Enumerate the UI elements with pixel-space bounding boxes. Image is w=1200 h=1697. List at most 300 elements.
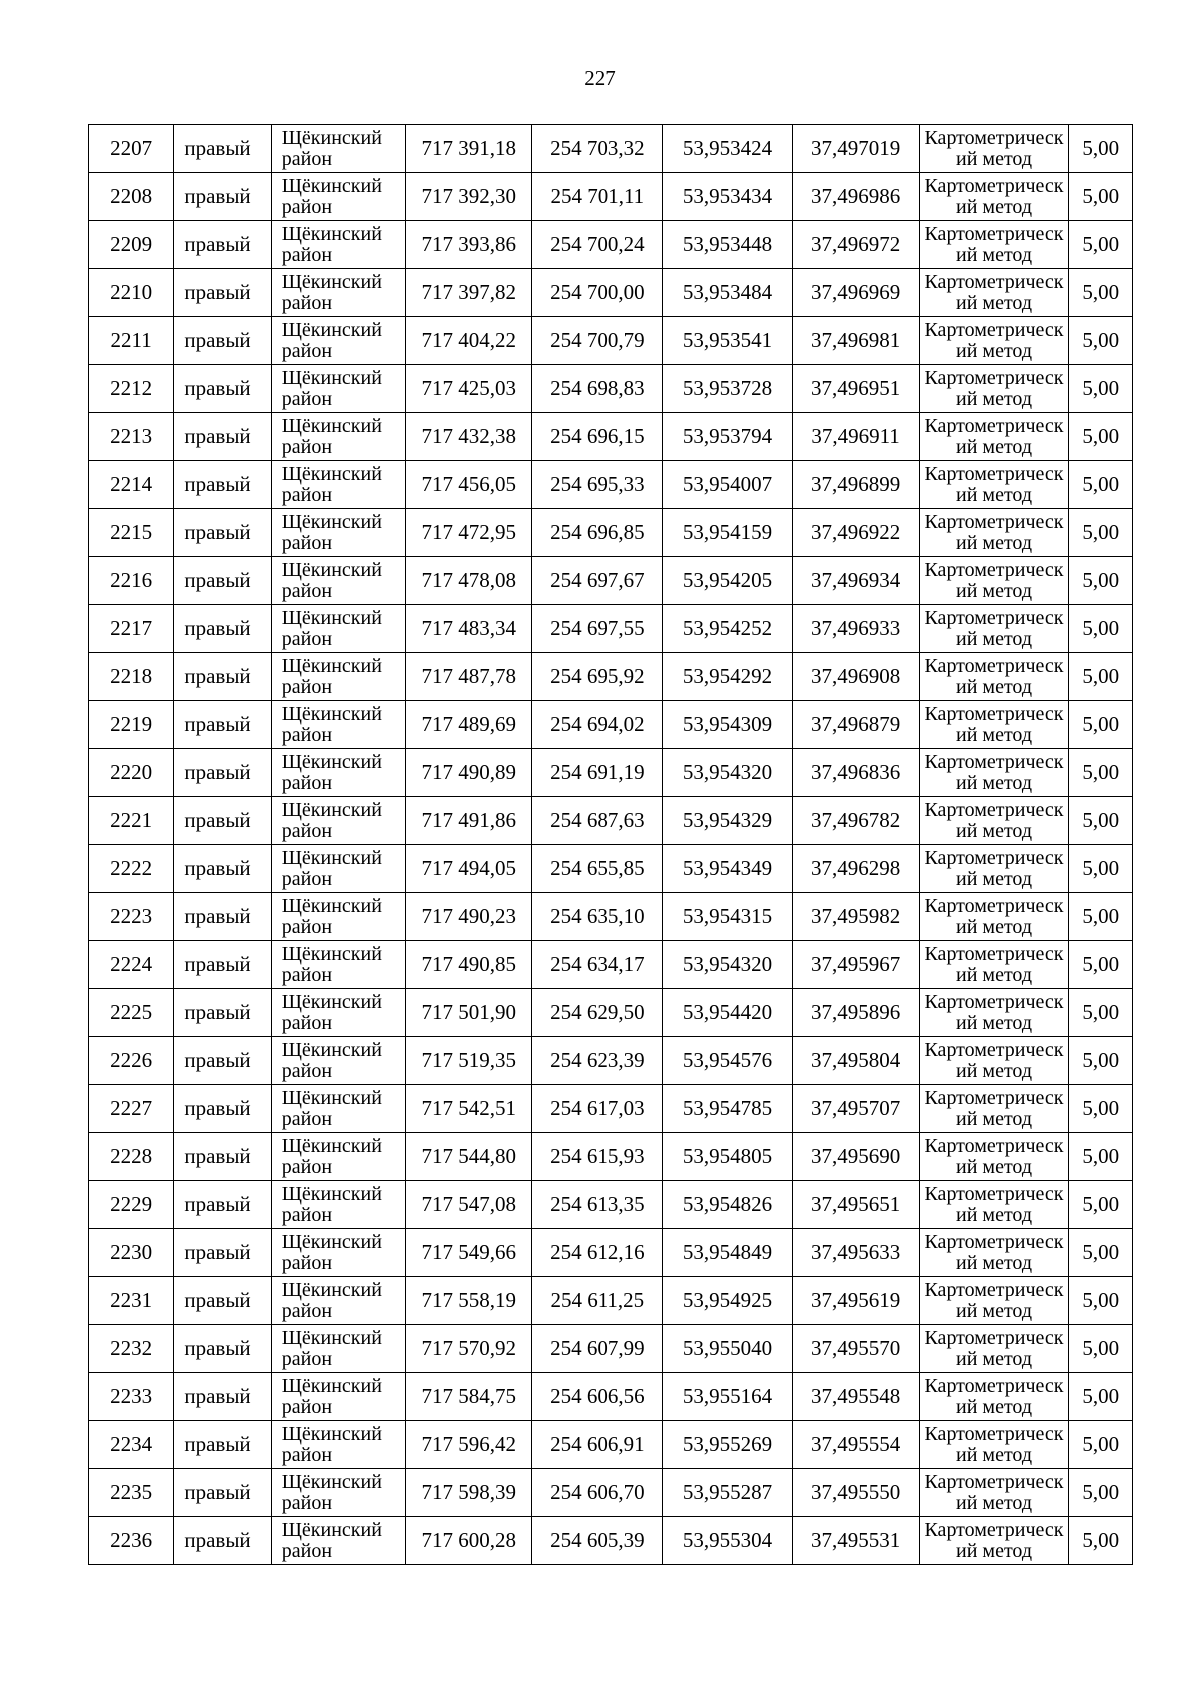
table-row	[89, 1181, 1133, 1229]
accuracy-cell: 5,00	[1069, 413, 1133, 461]
bank-side-cell: правый	[174, 1133, 271, 1181]
y-coordinate-cell: 254 700,00	[532, 269, 663, 317]
x-coordinate-cell: 717 489,69	[406, 701, 532, 749]
bank-side-cell: правый	[174, 1325, 271, 1373]
latitude-cell: 53,954349	[663, 845, 792, 893]
point-number-cell: 2225	[89, 989, 174, 1037]
district-cell: Щёкинский район	[271, 701, 406, 749]
x-coordinate-cell: 717 494,05	[406, 845, 532, 893]
latitude-cell: 53,953434	[663, 173, 792, 221]
point-number-cell: 2236	[89, 1517, 174, 1565]
x-coordinate-cell: 717 483,34	[406, 605, 532, 653]
x-coordinate-cell: 717 549,66	[406, 1229, 532, 1277]
latitude-cell: 53,954315	[663, 893, 792, 941]
method-cell: Картометрическ ий метод	[919, 653, 1069, 701]
x-coordinate-cell: 717 570,92	[406, 1325, 532, 1373]
method-cell: Картометрическ ий метод	[919, 269, 1069, 317]
y-coordinate-cell: 254 694,02	[532, 701, 663, 749]
accuracy-cell: 5,00	[1069, 1037, 1133, 1085]
bank-side-cell: правый	[174, 221, 271, 269]
table-row	[89, 605, 1133, 653]
bank-side-cell: правый	[174, 653, 271, 701]
district-cell: Щёкинский район	[271, 1421, 406, 1469]
y-coordinate-cell: 254 606,70	[532, 1469, 663, 1517]
y-coordinate-cell: 254 696,15	[532, 413, 663, 461]
x-coordinate-cell: 717 542,51	[406, 1085, 532, 1133]
latitude-cell: 53,955164	[663, 1373, 792, 1421]
accuracy-cell: 5,00	[1069, 557, 1133, 605]
latitude-cell: 53,953484	[663, 269, 792, 317]
latitude-cell: 53,954252	[663, 605, 792, 653]
point-number-cell: 2212	[89, 365, 174, 413]
district-cell: Щёкинский район	[271, 509, 406, 557]
district-cell: Щёкинский район	[271, 461, 406, 509]
table-row	[89, 1469, 1133, 1517]
district-cell: Щёкинский район	[271, 269, 406, 317]
method-cell: Картометрическ ий метод	[919, 605, 1069, 653]
table-row	[89, 1085, 1133, 1133]
longitude-cell: 37,496836	[792, 749, 919, 797]
longitude-cell: 37,495804	[792, 1037, 919, 1085]
bank-side-cell: правый	[174, 797, 271, 845]
district-cell: Щёкинский район	[271, 125, 406, 173]
longitude-cell: 37,495690	[792, 1133, 919, 1181]
method-cell: Картометрическ ий метод	[919, 1133, 1069, 1181]
district-cell: Щёкинский район	[271, 1085, 406, 1133]
y-coordinate-cell: 254 629,50	[532, 989, 663, 1037]
longitude-cell: 37,495570	[792, 1325, 919, 1373]
latitude-cell: 53,954292	[663, 653, 792, 701]
bank-side-cell: правый	[174, 317, 271, 365]
table-row	[89, 653, 1133, 701]
y-coordinate-cell: 254 701,11	[532, 173, 663, 221]
x-coordinate-cell: 717 600,28	[406, 1517, 532, 1565]
x-coordinate-cell: 717 558,19	[406, 1277, 532, 1325]
table-row	[89, 269, 1133, 317]
district-cell: Щёкинский район	[271, 1181, 406, 1229]
latitude-cell: 53,954309	[663, 701, 792, 749]
accuracy-cell: 5,00	[1069, 365, 1133, 413]
table-row	[89, 413, 1133, 461]
accuracy-cell: 5,00	[1069, 941, 1133, 989]
method-cell: Картометрическ ий метод	[919, 797, 1069, 845]
district-cell: Щёкинский район	[271, 1133, 406, 1181]
point-number-cell: 2222	[89, 845, 174, 893]
y-coordinate-cell: 254 635,10	[532, 893, 663, 941]
accuracy-cell: 5,00	[1069, 605, 1133, 653]
district-cell: Щёкинский район	[271, 941, 406, 989]
y-coordinate-cell: 254 700,79	[532, 317, 663, 365]
latitude-cell: 53,953424	[663, 125, 792, 173]
latitude-cell: 53,954576	[663, 1037, 792, 1085]
longitude-cell: 37,496981	[792, 317, 919, 365]
district-cell: Щёкинский район	[271, 605, 406, 653]
x-coordinate-cell: 717 456,05	[406, 461, 532, 509]
table-body	[89, 125, 1133, 1565]
method-cell: Картометрическ ий метод	[919, 125, 1069, 173]
latitude-cell: 53,955287	[663, 1469, 792, 1517]
accuracy-cell: 5,00	[1069, 173, 1133, 221]
method-cell: Картометрическ ий метод	[919, 413, 1069, 461]
x-coordinate-cell: 717 487,78	[406, 653, 532, 701]
accuracy-cell: 5,00	[1069, 1373, 1133, 1421]
district-cell: Щёкинский район	[271, 1229, 406, 1277]
y-coordinate-cell: 254 606,56	[532, 1373, 663, 1421]
table-row	[89, 845, 1133, 893]
page-number: 227	[584, 66, 616, 90]
district-cell: Щёкинский район	[271, 653, 406, 701]
x-coordinate-cell: 717 501,90	[406, 989, 532, 1037]
district-cell: Щёкинский район	[271, 797, 406, 845]
point-number-cell: 2207	[89, 125, 174, 173]
x-coordinate-cell: 717 397,82	[406, 269, 532, 317]
method-cell: Картометрическ ий метод	[919, 317, 1069, 365]
x-coordinate-cell: 717 490,85	[406, 941, 532, 989]
y-coordinate-cell: 254 698,83	[532, 365, 663, 413]
longitude-cell: 37,495896	[792, 989, 919, 1037]
latitude-cell: 53,954007	[663, 461, 792, 509]
district-cell: Щёкинский район	[271, 1517, 406, 1565]
latitude-cell: 53,955040	[663, 1325, 792, 1373]
point-number-cell: 2217	[89, 605, 174, 653]
longitude-cell: 37,496951	[792, 365, 919, 413]
method-cell: Картометрическ ий метод	[919, 365, 1069, 413]
accuracy-cell: 5,00	[1069, 1469, 1133, 1517]
longitude-cell: 37,496899	[792, 461, 919, 509]
method-cell: Картометрическ ий метод	[919, 941, 1069, 989]
point-number-cell: 2233	[89, 1373, 174, 1421]
longitude-cell: 37,495967	[792, 941, 919, 989]
accuracy-cell: 5,00	[1069, 269, 1133, 317]
point-number-cell: 2213	[89, 413, 174, 461]
y-coordinate-cell: 254 613,35	[532, 1181, 663, 1229]
x-coordinate-cell: 717 596,42	[406, 1421, 532, 1469]
y-coordinate-cell: 254 617,03	[532, 1085, 663, 1133]
district-cell: Щёкинский район	[271, 749, 406, 797]
longitude-cell: 37,496908	[792, 653, 919, 701]
x-coordinate-cell: 717 393,86	[406, 221, 532, 269]
method-cell: Картометрическ ий метод	[919, 749, 1069, 797]
point-number-cell: 2226	[89, 1037, 174, 1085]
point-number-cell: 2235	[89, 1469, 174, 1517]
point-number-cell: 2229	[89, 1181, 174, 1229]
longitude-cell: 37,496911	[792, 413, 919, 461]
method-cell: Картометрическ ий метод	[919, 1277, 1069, 1325]
method-cell: Картометрическ ий метод	[919, 1229, 1069, 1277]
table-row	[89, 557, 1133, 605]
table-row	[89, 749, 1133, 797]
table-row	[89, 1517, 1133, 1565]
longitude-cell: 37,495707	[792, 1085, 919, 1133]
point-number-cell: 2223	[89, 893, 174, 941]
longitude-cell: 37,495531	[792, 1517, 919, 1565]
table-row	[89, 1037, 1133, 1085]
latitude-cell: 53,954329	[663, 797, 792, 845]
method-cell: Картометрическ ий метод	[919, 1037, 1069, 1085]
point-number-cell: 2216	[89, 557, 174, 605]
district-cell: Щёкинский район	[271, 365, 406, 413]
accuracy-cell: 5,00	[1069, 701, 1133, 749]
accuracy-cell: 5,00	[1069, 125, 1133, 173]
longitude-cell: 37,496972	[792, 221, 919, 269]
y-coordinate-cell: 254 612,16	[532, 1229, 663, 1277]
longitude-cell: 37,495619	[792, 1277, 919, 1325]
bank-side-cell: правый	[174, 173, 271, 221]
method-cell: Картометрическ ий метод	[919, 1517, 1069, 1565]
longitude-cell: 37,497019	[792, 125, 919, 173]
bank-side-cell: правый	[174, 125, 271, 173]
table-row	[89, 509, 1133, 557]
accuracy-cell: 5,00	[1069, 1085, 1133, 1133]
x-coordinate-cell: 717 392,30	[406, 173, 532, 221]
bank-side-cell: правый	[174, 893, 271, 941]
accuracy-cell: 5,00	[1069, 509, 1133, 557]
table-row	[89, 893, 1133, 941]
x-coordinate-cell: 717 472,95	[406, 509, 532, 557]
latitude-cell: 53,954925	[663, 1277, 792, 1325]
longitude-cell: 37,496298	[792, 845, 919, 893]
accuracy-cell: 5,00	[1069, 653, 1133, 701]
longitude-cell: 37,495982	[792, 893, 919, 941]
point-number-cell: 2210	[89, 269, 174, 317]
x-coordinate-cell: 717 547,08	[406, 1181, 532, 1229]
latitude-cell: 53,954826	[663, 1181, 792, 1229]
district-cell: Щёкинский район	[271, 1325, 406, 1373]
method-cell: Картометрическ ий метод	[919, 893, 1069, 941]
point-number-cell: 2209	[89, 221, 174, 269]
latitude-cell: 53,955269	[663, 1421, 792, 1469]
x-coordinate-cell: 717 432,38	[406, 413, 532, 461]
coordinates-table	[88, 124, 1133, 1565]
accuracy-cell: 5,00	[1069, 989, 1133, 1037]
district-cell: Щёкинский район	[271, 1037, 406, 1085]
accuracy-cell: 5,00	[1069, 1229, 1133, 1277]
accuracy-cell: 5,00	[1069, 893, 1133, 941]
point-number-cell: 2214	[89, 461, 174, 509]
bank-side-cell: правый	[174, 1421, 271, 1469]
bank-side-cell: правый	[174, 1229, 271, 1277]
accuracy-cell: 5,00	[1069, 1181, 1133, 1229]
x-coordinate-cell: 717 490,89	[406, 749, 532, 797]
x-coordinate-cell: 717 404,22	[406, 317, 532, 365]
accuracy-cell: 5,00	[1069, 749, 1133, 797]
point-number-cell: 2227	[89, 1085, 174, 1133]
accuracy-cell: 5,00	[1069, 221, 1133, 269]
x-coordinate-cell: 717 425,03	[406, 365, 532, 413]
point-number-cell: 2234	[89, 1421, 174, 1469]
method-cell: Картометрическ ий метод	[919, 1181, 1069, 1229]
y-coordinate-cell: 254 607,99	[532, 1325, 663, 1373]
method-cell: Картометрическ ий метод	[919, 461, 1069, 509]
bank-side-cell: правый	[174, 1277, 271, 1325]
accuracy-cell: 5,00	[1069, 1133, 1133, 1181]
latitude-cell: 53,954320	[663, 749, 792, 797]
longitude-cell: 37,496879	[792, 701, 919, 749]
table-row	[89, 989, 1133, 1037]
bank-side-cell: правый	[174, 413, 271, 461]
bank-side-cell: правый	[174, 605, 271, 653]
accuracy-cell: 5,00	[1069, 797, 1133, 845]
bank-side-cell: правый	[174, 941, 271, 989]
method-cell: Картометрическ ий метод	[919, 1421, 1069, 1469]
y-coordinate-cell: 254 655,85	[532, 845, 663, 893]
y-coordinate-cell: 254 691,19	[532, 749, 663, 797]
method-cell: Картометрическ ий метод	[919, 1373, 1069, 1421]
bank-side-cell: правый	[174, 509, 271, 557]
district-cell: Щёкинский район	[271, 893, 406, 941]
point-number-cell: 2231	[89, 1277, 174, 1325]
accuracy-cell: 5,00	[1069, 317, 1133, 365]
table-row	[89, 461, 1133, 509]
longitude-cell: 37,495550	[792, 1469, 919, 1517]
bank-side-cell: правый	[174, 365, 271, 413]
x-coordinate-cell: 717 490,23	[406, 893, 532, 941]
y-coordinate-cell: 254 697,55	[532, 605, 663, 653]
latitude-cell: 53,953794	[663, 413, 792, 461]
y-coordinate-cell: 254 611,25	[532, 1277, 663, 1325]
latitude-cell: 53,954849	[663, 1229, 792, 1277]
x-coordinate-cell: 717 519,35	[406, 1037, 532, 1085]
latitude-cell: 53,954420	[663, 989, 792, 1037]
point-number-cell: 2220	[89, 749, 174, 797]
point-number-cell: 2230	[89, 1229, 174, 1277]
longitude-cell: 37,496933	[792, 605, 919, 653]
y-coordinate-cell: 254 687,63	[532, 797, 663, 845]
method-cell: Картометрическ ий метод	[919, 557, 1069, 605]
table-row	[89, 1229, 1133, 1277]
district-cell: Щёкинский район	[271, 173, 406, 221]
longitude-cell: 37,495651	[792, 1181, 919, 1229]
bank-side-cell: правый	[174, 845, 271, 893]
accuracy-cell: 5,00	[1069, 1277, 1133, 1325]
accuracy-cell: 5,00	[1069, 845, 1133, 893]
table-row	[89, 365, 1133, 413]
accuracy-cell: 5,00	[1069, 1421, 1133, 1469]
y-coordinate-cell: 254 615,93	[532, 1133, 663, 1181]
point-number-cell: 2221	[89, 797, 174, 845]
point-number-cell: 2218	[89, 653, 174, 701]
bank-side-cell: правый	[174, 269, 271, 317]
district-cell: Щёкинский район	[271, 845, 406, 893]
table-row	[89, 1133, 1133, 1181]
point-number-cell: 2215	[89, 509, 174, 557]
longitude-cell: 37,496986	[792, 173, 919, 221]
y-coordinate-cell: 254 697,67	[532, 557, 663, 605]
latitude-cell: 53,954159	[663, 509, 792, 557]
table-row	[89, 317, 1133, 365]
y-coordinate-cell: 254 700,24	[532, 221, 663, 269]
method-cell: Картометрическ ий метод	[919, 1325, 1069, 1373]
y-coordinate-cell: 254 605,39	[532, 1517, 663, 1565]
accuracy-cell: 5,00	[1069, 1325, 1133, 1373]
latitude-cell: 53,955304	[663, 1517, 792, 1565]
point-number-cell: 2211	[89, 317, 174, 365]
latitude-cell: 53,954805	[663, 1133, 792, 1181]
bank-side-cell: правый	[174, 1373, 271, 1421]
district-cell: Щёкинский район	[271, 1469, 406, 1517]
method-cell: Картометрическ ий метод	[919, 989, 1069, 1037]
method-cell: Картометрическ ий метод	[919, 509, 1069, 557]
district-cell: Щёкинский район	[271, 989, 406, 1037]
x-coordinate-cell: 717 491,86	[406, 797, 532, 845]
table-row	[89, 221, 1133, 269]
district-cell: Щёкинский район	[271, 317, 406, 365]
bank-side-cell: правый	[174, 1085, 271, 1133]
table-row	[89, 797, 1133, 845]
y-coordinate-cell: 254 695,92	[532, 653, 663, 701]
y-coordinate-cell: 254 606,91	[532, 1421, 663, 1469]
point-number-cell: 2208	[89, 173, 174, 221]
latitude-cell: 53,953541	[663, 317, 792, 365]
table-row	[89, 1421, 1133, 1469]
latitude-cell: 53,954320	[663, 941, 792, 989]
latitude-cell: 53,953728	[663, 365, 792, 413]
point-number-cell: 2224	[89, 941, 174, 989]
table-row	[89, 701, 1133, 749]
point-number-cell: 2232	[89, 1325, 174, 1373]
table-row	[89, 1277, 1133, 1325]
bank-side-cell: правый	[174, 1181, 271, 1229]
method-cell: Картометрическ ий метод	[919, 173, 1069, 221]
method-cell: Картометрическ ий метод	[919, 1469, 1069, 1517]
x-coordinate-cell: 717 584,75	[406, 1373, 532, 1421]
table-row	[89, 125, 1133, 173]
longitude-cell: 37,495548	[792, 1373, 919, 1421]
bank-side-cell: правый	[174, 1037, 271, 1085]
bank-side-cell: правый	[174, 461, 271, 509]
method-cell: Картометрическ ий метод	[919, 701, 1069, 749]
table-row	[89, 941, 1133, 989]
district-cell: Щёкинский район	[271, 221, 406, 269]
point-number-cell: 2219	[89, 701, 174, 749]
table-row	[89, 1373, 1133, 1421]
x-coordinate-cell: 717 478,08	[406, 557, 532, 605]
bank-side-cell: правый	[174, 749, 271, 797]
longitude-cell: 37,496922	[792, 509, 919, 557]
table-row	[89, 173, 1133, 221]
y-coordinate-cell: 254 634,17	[532, 941, 663, 989]
district-cell: Щёкинский район	[271, 413, 406, 461]
table-row	[89, 1325, 1133, 1373]
y-coordinate-cell: 254 623,39	[532, 1037, 663, 1085]
accuracy-cell: 5,00	[1069, 1517, 1133, 1565]
longitude-cell: 37,496782	[792, 797, 919, 845]
bank-side-cell: правый	[174, 701, 271, 749]
latitude-cell: 53,954205	[663, 557, 792, 605]
x-coordinate-cell: 717 598,39	[406, 1469, 532, 1517]
district-cell: Щёкинский район	[271, 1277, 406, 1325]
method-cell: Картометрическ ий метод	[919, 1085, 1069, 1133]
district-cell: Щёкинский район	[271, 1373, 406, 1421]
accuracy-cell: 5,00	[1069, 461, 1133, 509]
bank-side-cell: правый	[174, 989, 271, 1037]
y-coordinate-cell: 254 695,33	[532, 461, 663, 509]
method-cell: Картометрическ ий метод	[919, 221, 1069, 269]
district-cell: Щёкинский район	[271, 557, 406, 605]
latitude-cell: 53,954785	[663, 1085, 792, 1133]
bank-side-cell: правый	[174, 1469, 271, 1517]
latitude-cell: 53,953448	[663, 221, 792, 269]
longitude-cell: 37,495554	[792, 1421, 919, 1469]
y-coordinate-cell: 254 703,32	[532, 125, 663, 173]
longitude-cell: 37,495633	[792, 1229, 919, 1277]
longitude-cell: 37,496934	[792, 557, 919, 605]
x-coordinate-cell: 717 391,18	[406, 125, 532, 173]
longitude-cell: 37,496969	[792, 269, 919, 317]
y-coordinate-cell: 254 696,85	[532, 509, 663, 557]
bank-side-cell: правый	[174, 1517, 271, 1565]
method-cell: Картометрическ ий метод	[919, 845, 1069, 893]
